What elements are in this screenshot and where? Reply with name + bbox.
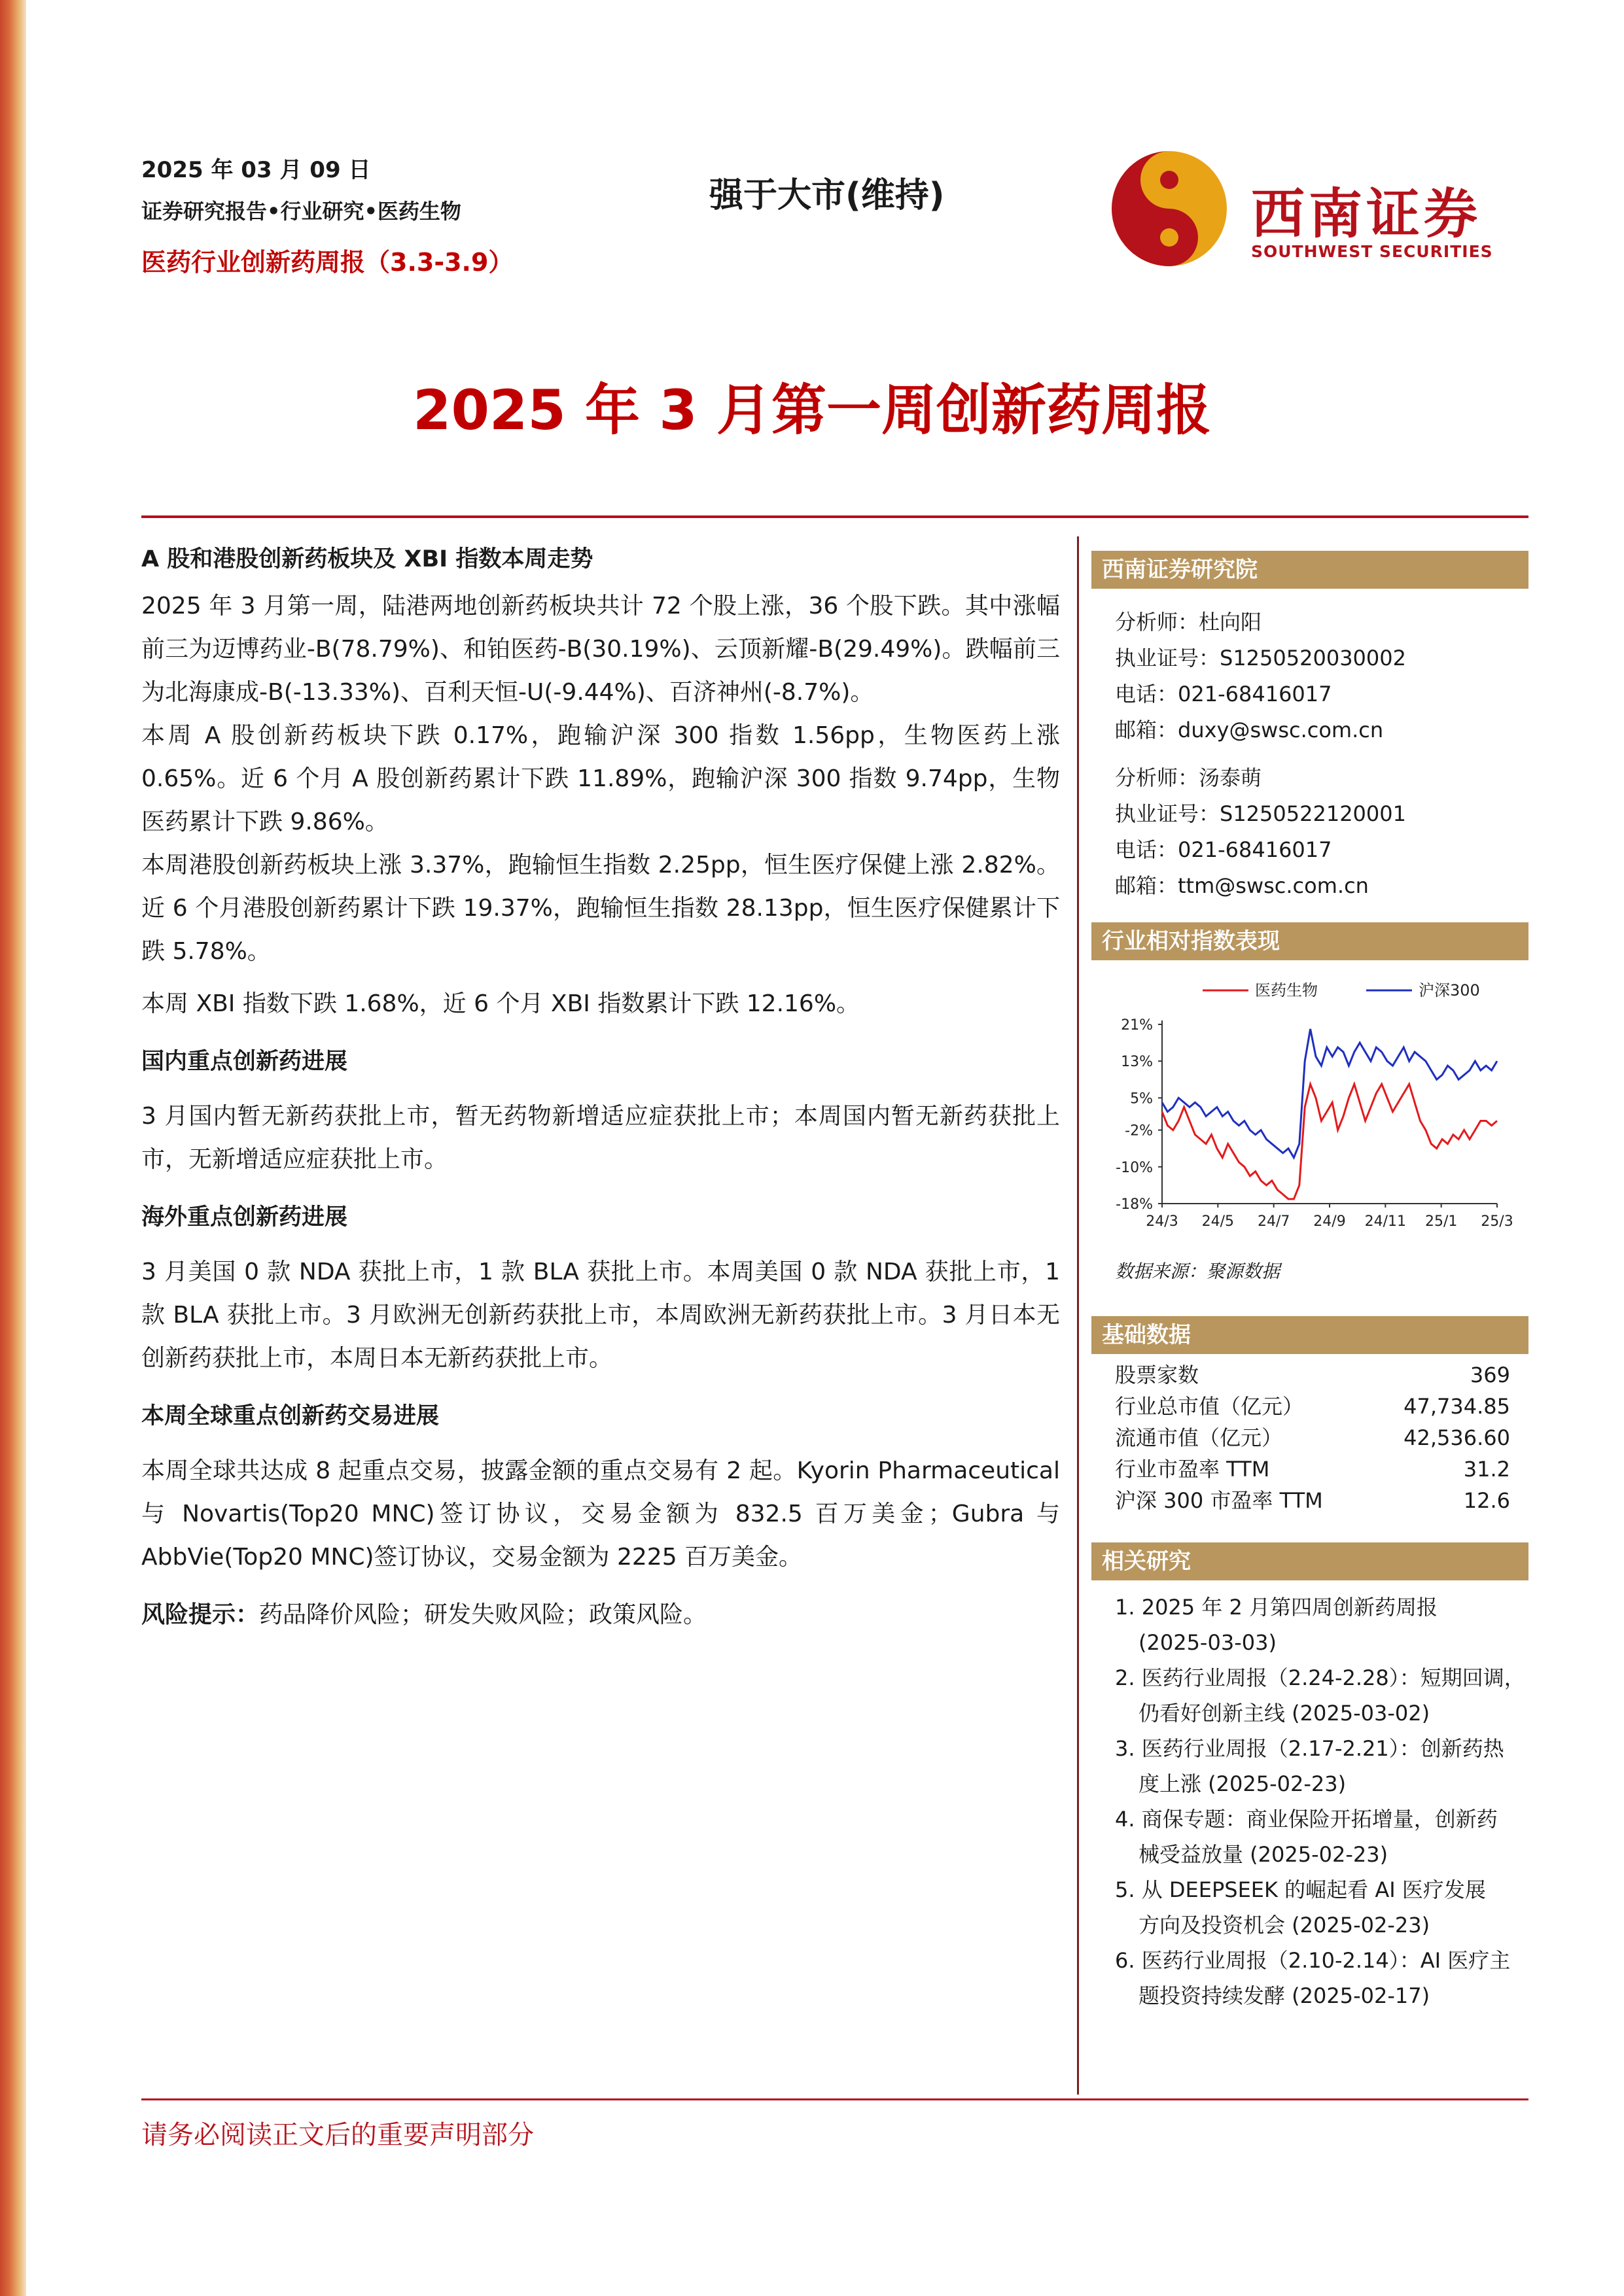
related-research-header: 相关研究 [1091,1542,1528,1580]
deals-paragraph: 本周全球共达成 8 起重点交易，披露金额的重点交易有 2 起。Kyorin Pharmaceutical 与 Novartis(Top20 MNC)签订协议，交易金额为 832.5 百万美金；Gubra 与 AbbVie(Top20 MNC)签订协议，交易金额为 2225 百万美金。 [141,1457,1060,1571]
analyst-1-license: 执业证号：S1250520030002 [1115,646,1406,670]
market-paragraph-3: 本周港股创新药板块上涨 3.37%，跑输恒生指数 2.25pp，恒生医疗保健上涨 2.82%。近 6 个月港股创新药累计下跌 19.37%，跑输恒生指数 28.13pp，恒生医疗保健累计下跌 5.78%。 [141,852,1060,965]
summary-column [141,543,1060,1637]
related-item [1091,1872,1528,1943]
related-item-line2: 度上涨 (2025-02-23) [1139,1771,1347,1796]
chart-x-tick-label: 25/1 [1424,1213,1458,1230]
related-item [1091,1943,1528,2013]
basic-data-label: 行业总市值（亿元） [1115,1394,1304,1419]
basic-data-row [1091,1359,1528,1391]
chart-source: 数据来源：聚源数据 [1115,1261,1280,1282]
disclaimer-note: 请务必阅读正文后的重要声明部分 [141,2120,534,2150]
basic-data-header: 基础数据 [1091,1316,1528,1354]
analyst-1-email: 邮箱：duxy@swsc.com.cn [1115,718,1384,742]
analyst-2-phone: 电话：021-68416017 [1115,837,1332,862]
chart-x-axis [1146,1204,1513,1230]
domestic-paragraph: 3 月国内暂无新药获批上市，暂无药物新增适应症获批上市；本周国内暂无新药获批上市，无新增适应症获批上市。 [141,1103,1060,1173]
basic-data-value: 31.2 [1463,1457,1510,1482]
chart-legend-label: 沪深300 [1419,981,1480,1000]
chart-x-tick-label: 24/7 [1257,1213,1290,1230]
market-paragraph-4: 本周 XBI 指数下跌 1.68%，近 6 个月 XBI 指数累计下跌 12.16%。 [141,990,860,1017]
chart-y-tick-label: -18% [1116,1196,1153,1213]
related-item-line2: 械受益放量 (2025-02-23) [1139,1842,1388,1867]
related-item-line1: 2. 医药行业周报（2.24-2.28）：短期回调， [1115,1665,1525,1690]
chart-y-tick-label: -2% [1125,1122,1153,1139]
section-title-domestic: 国内重点创新药进展 [141,1049,348,1075]
chart-series [1162,1029,1497,1199]
analyst-2-email: 邮箱：ttm@swsc.com.cn [1115,873,1369,898]
chart-y-tick-label: -10% [1116,1159,1153,1176]
risk-label: 风险提示： [141,1601,260,1628]
footer-divider [141,2098,1528,2100]
basic-data-row [1091,1453,1528,1485]
report-type: 证券研究报告•行业研究•医药生物 [141,199,461,224]
main-title: 2025 年 3 月第一周创新药周报 [413,378,1211,442]
analyst-2-name: 分析师：汤泰萌 [1115,765,1262,790]
chart-x-tick-label: 24/9 [1313,1213,1346,1230]
related-item-line2: 题投资持续发酵 (2025-02-17) [1139,1983,1430,2008]
related-item-line1: 4. 商保专题：商业保险开拓增量，创新药 [1115,1807,1498,1832]
basic-data-row [1091,1391,1528,1422]
basic-data-label: 流通市值（亿元） [1115,1425,1283,1450]
basic-data-value: 47,734.85 [1403,1394,1510,1419]
report-series-title: 医药行业创新药周报（3.3-3.9） [141,248,514,277]
related-item-line1: 5. 从 DEEPSEEK 的崛起看 AI 医疗发展 [1115,1877,1486,1902]
basic-data-value: 369 [1470,1363,1510,1387]
risk-text: 药品降价风险；研发失败风险；政策风险。 [259,1601,707,1628]
brand-name-cn: 西南证券 [1251,183,1482,245]
basic-data-label: 沪深 300 市盈率 TTM [1115,1488,1323,1513]
chart-x-tick-label: 24/5 [1201,1213,1235,1230]
related-item-line1: 6. 医药行业周报（2.10-2.14）：AI 医疗主 [1115,1948,1511,1973]
related-item [1091,1731,1528,1801]
section-title-deals: 本周全球重点创新药交易进展 [141,1403,440,1429]
chart-x-tick-label: 25/3 [1481,1213,1513,1230]
basic-data-value: 42,536.60 [1403,1425,1510,1450]
section-title-overseas: 海外重点创新药进展 [141,1204,348,1230]
basic-data-value: 12.6 [1463,1488,1510,1513]
title-divider [141,515,1528,518]
basic-data-row [1091,1422,1528,1453]
column-divider [1077,536,1079,2095]
chart-header: 行业相对指数表现 [1091,922,1528,960]
chart-y-tick-label: 21% [1121,1017,1153,1034]
analyst-2-license: 执业证号：S1250522120001 [1115,801,1406,826]
chart-series-line-pharma [1162,1084,1497,1199]
overseas-paragraph: 3 月美国 0 款 NDA 获批上市，1 款 BLA 获批上市。本周美国 0 款 NDA 获批上市，1 款 BLA 获批上市。3 月欧洲无创新药获批上市，本周欧洲无新药获批上市。3 月日本无创新药获批上市，本周日本无新药获批上市。 [141,1259,1060,1372]
related-item-line2: 方向及投资机会 (2025-02-23) [1139,1913,1430,1938]
chart-x-tick-label: 24/3 [1146,1213,1178,1230]
rating: 强于大市(维持) [709,176,945,215]
relative-index-chart [1091,960,1528,1255]
related-item-line2: (2025-03-03) [1139,1630,1277,1655]
market-paragraph-2: 本周 A 股创新药板块下跌 0.17%，跑输沪深 300 指数 1.56pp，生物医药上涨 0.65%。近 6 个月 A 股创新药累计下跌 11.89%，跑输沪深 300 指数 9.74pp，生物医药累计下跌 9.86%。 [141,722,1060,835]
sidebar-column [1091,551,1528,2013]
chart-y-tick-label: 5% [1130,1090,1153,1107]
related-item [1091,1590,1528,1660]
related-item [1091,1801,1528,1872]
related-item-line1: 1. 2025 年 2 月第四周创新药周报 [1115,1595,1438,1620]
market-paragraph-1: 2025 年 3 月第一周，陆港两地创新药板块共计 72 个股上涨，36 个股下跌。其中涨幅前三为迈博药业-B(78.79%)、和铂医药-B(30.19%)、云顶新耀-B(29.49%)。跌幅前三为北海康成-B(-13.33%)、百利天恒-U(-9.44%)、百济神州(-8.7%)。 [141,593,1060,706]
chart-y-tick-label: 13% [1121,1054,1153,1071]
related-item [1091,1660,1528,1731]
chart-legend [1203,981,1480,1000]
basic-data-label: 行业市盈率 TTM [1115,1457,1270,1482]
analyst-1-phone: 电话：021-68416017 [1115,682,1332,706]
brand-name-en: SOUTHWEST SECURITIES [1251,242,1493,261]
institute-header: 西南证券研究院 [1091,551,1528,589]
chart-x-tick-label: 24/11 [1364,1213,1407,1230]
section-title-market: A 股和港股创新药板块及 XBI 指数本周走势 [141,546,593,572]
related-item-line1: 3. 医药行业周报（2.17-2.21）：创新药热 [1115,1736,1504,1761]
decorative-left-bar [0,0,26,2296]
southwest-securities-logo-icon [1107,147,1231,271]
risk-warning [141,1593,1060,1637]
basic-data-row [1091,1485,1528,1516]
report-date: 2025 年 03 月 09 日 [141,157,371,183]
basic-data-label: 股票家数 [1115,1363,1199,1387]
analyst-1-name: 分析师：杜向阳 [1115,610,1262,635]
related-item-line2: 仍看好创新主线 (2025-03-02) [1139,1701,1430,1726]
chart-legend-label: 医药生物 [1255,981,1318,1000]
